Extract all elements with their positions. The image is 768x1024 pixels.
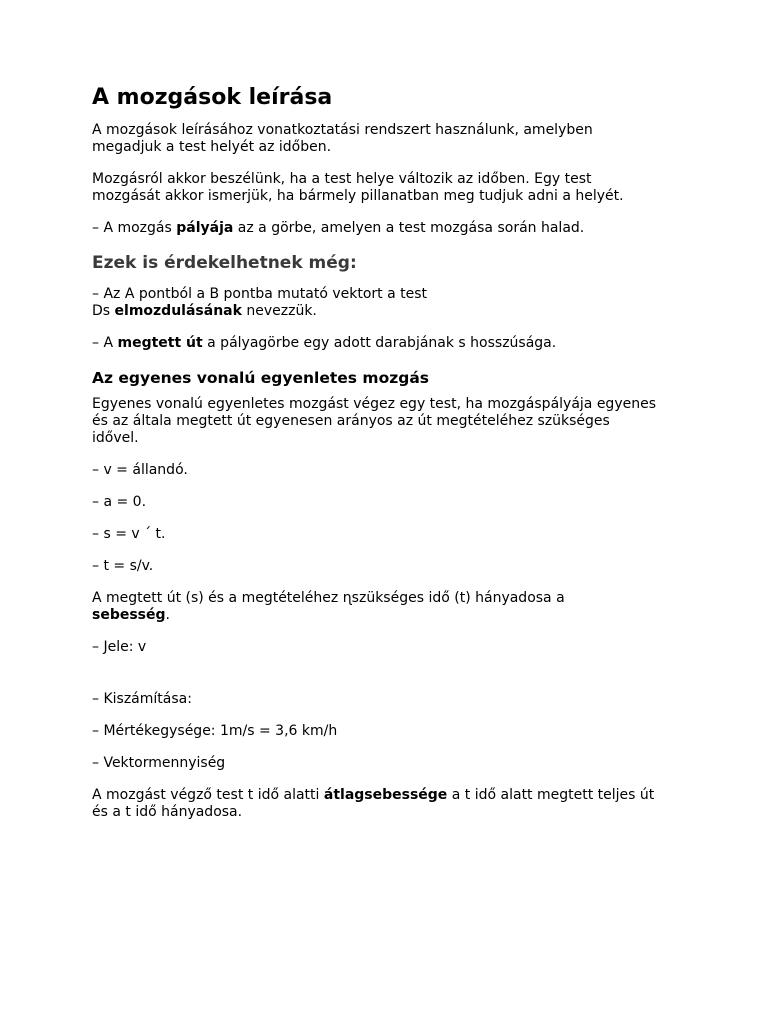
- average-velocity-paragraph: [92, 787, 657, 821]
- trajectory-pre: – A mozgás: [92, 220, 177, 236]
- displacement-post: nevezzük.: [241, 303, 317, 319]
- distance-pre: – A: [92, 335, 118, 351]
- velocity-paragraph: [92, 590, 612, 624]
- intro-paragraph: A mozgások leírásához vonatkoztatási rendszert használunk, amelyben megadjuk a test helyét az időben.: [92, 122, 593, 155]
- velocity-post: .: [165, 607, 170, 623]
- distance-term: megtett út: [117, 335, 203, 351]
- related-heading: Ezek is érdekelhetnek még:: [92, 253, 357, 273]
- distance-paragraph: [92, 335, 672, 352]
- average-term: átlagsebessége: [323, 787, 448, 803]
- distance-post: a pályagörbe egy adott darabjának s hosszúsága.: [202, 335, 557, 351]
- formula-item: – t = s/v.: [92, 558, 154, 574]
- trajectory-paragraph: [92, 220, 672, 237]
- velocity-pre: A megtett út (s) és a megtételéhez ɳszükséges idő (t) hányadosa a: [92, 590, 565, 606]
- displacement-pre: – Az A pontból a B pontba mutató vektort a test Ds: [92, 286, 428, 319]
- unit-item: – Mértékegysége: 1m/s = 3,6 km/h: [92, 723, 338, 739]
- formula-item: – s = v ´ t.: [92, 526, 166, 542]
- velocity-term: sebesség: [92, 607, 166, 623]
- vector-item: – Vektormennyiség: [92, 755, 226, 771]
- calculation-item: – Kiszámítása:: [92, 691, 192, 707]
- symbol-item: – Jele: v: [92, 639, 147, 655]
- displacement-term: elmozdulásának: [114, 303, 242, 319]
- average-pre: A mozgást végző test t idő alatti: [92, 787, 324, 803]
- formula-item: – a = 0.: [92, 494, 147, 510]
- movement-paragraph: Mozgásról akkor beszélünk, ha a test helye változik az időben. Egy test mozgását akkor ismerjük, ha bármely pillanatban meg tudjuk adni a helyét.: [92, 171, 624, 204]
- average-post: a t idő alatt megtett teljes út és a t idő hányadosa.: [92, 787, 655, 820]
- formula-item: – v = állandó.: [92, 462, 188, 478]
- section-intro: Egyenes vonalú egyenletes mozgást végez egy test, ha mozgáspályája egyenes és az általa megtett út egyenesen arányos az út megtételéhez szükséges idővel.: [92, 396, 656, 446]
- displacement-paragraph: [92, 286, 437, 320]
- trajectory-post: az a görbe, amelyen a test mozgása során halad.: [233, 220, 585, 236]
- spacer: [92, 671, 672, 691]
- trajectory-term: pályája: [176, 220, 234, 236]
- section-title: Az egyenes vonalú egyenletes mozgás: [92, 369, 430, 387]
- document-page: [92, 84, 672, 836]
- page-title: A mozgások leírása: [92, 85, 333, 110]
